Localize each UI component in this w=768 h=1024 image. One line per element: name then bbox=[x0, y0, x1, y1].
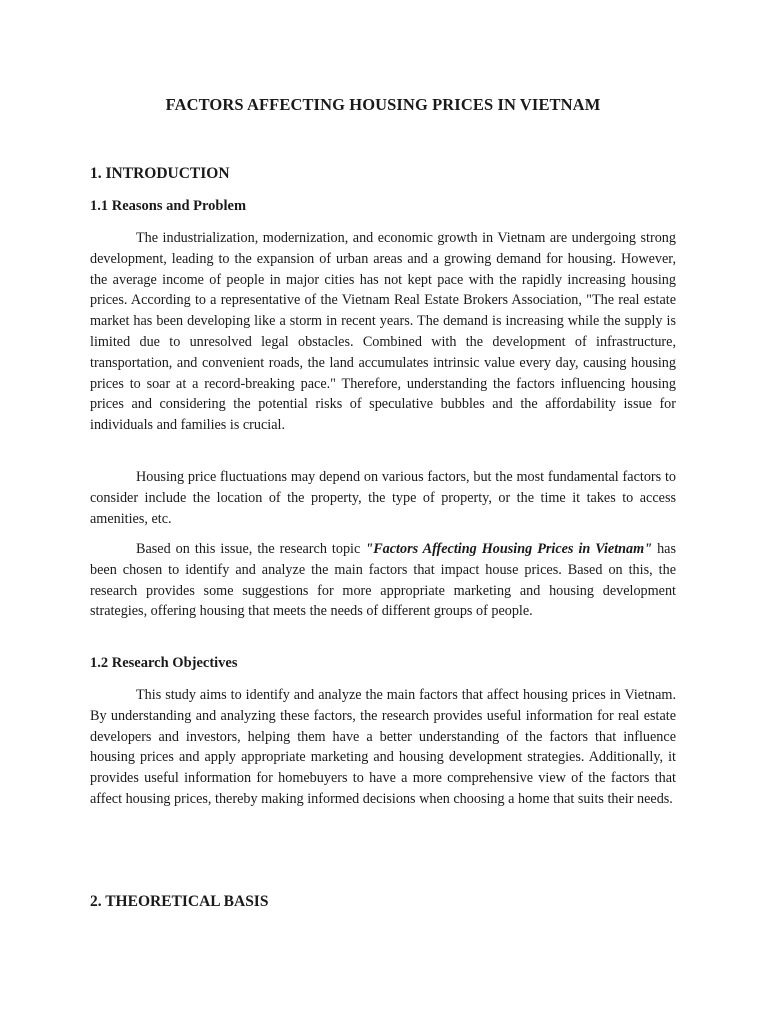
paragraph-reasons-3 bbox=[90, 539, 676, 622]
research-topic-title: "Factors Affecting Housing Prices in Vietnam" bbox=[365, 541, 653, 557]
paragraph-text: has been chosen to identify and analyze the main factors that impact house prices. Based on this, the research provides some suggestions for more appropriate marketing and housing development strategies, offering housing that meets the needs of different groups of people. bbox=[90, 541, 677, 620]
document-title: FACTORS AFFECTING HOUSING PRICES IN VIETNAM bbox=[165, 95, 601, 114]
paragraph-text: Based on this issue, the research topic bbox=[136, 541, 366, 557]
subsection-heading-objectives: 1.2 Research Objectives bbox=[90, 655, 238, 671]
section-heading-theoretical-basis: 2. THEORETICAL BASIS bbox=[90, 893, 269, 910]
section-heading-introduction: 1. INTRODUCTION bbox=[90, 165, 230, 182]
paragraph-reasons-2: Housing price fluctuations may depend on various factors, but the most fundamental factors to consider include the location of the property, the type of property, or the time it takes to access amenities, etc. bbox=[90, 469, 676, 527]
paragraph-objectives: This study aims to identify and analyze the main factors that affect housing prices in Vietnam. By understanding and analyzing these factors, the research provides useful information for real estate developers and investors, helping them have a better understanding of the factors that influence housing prices and apply appropriate marketing and housing development strategies. Additionally, it provides useful information for homebuyers to have a more comprehensive view of the factors that affect housing prices, thereby making informed decisions when choosing a home that suits their needs. bbox=[90, 687, 676, 807]
paragraph-reasons-1: The industrialization, modernization, and economic growth in Vietnam are undergoing strong development, leading to the expansion of urban areas and a growing demand for housing. However, the average income of people in major cities has not kept pace with the rapidly increasing housing prices. According to a representative of the Vietnam Real Estate Brokers Association, "The real estate market has been developing like a storm in recent years. The demand is increasing while the supply is limited due to unresolved legal obstacles. Combined with the development of infrastructure, transportation, and convenient roads, the land accumulates intrinsic value every day, causing housing prices to soar at a record-breaking pace." Therefore, understanding the factors influencing housing prices and considering the potential risks of speculative bubbles and the affordability issue for individuals and families is crucial. bbox=[90, 230, 676, 434]
subsection-heading-reasons: 1.1 Reasons and Problem bbox=[90, 198, 247, 214]
